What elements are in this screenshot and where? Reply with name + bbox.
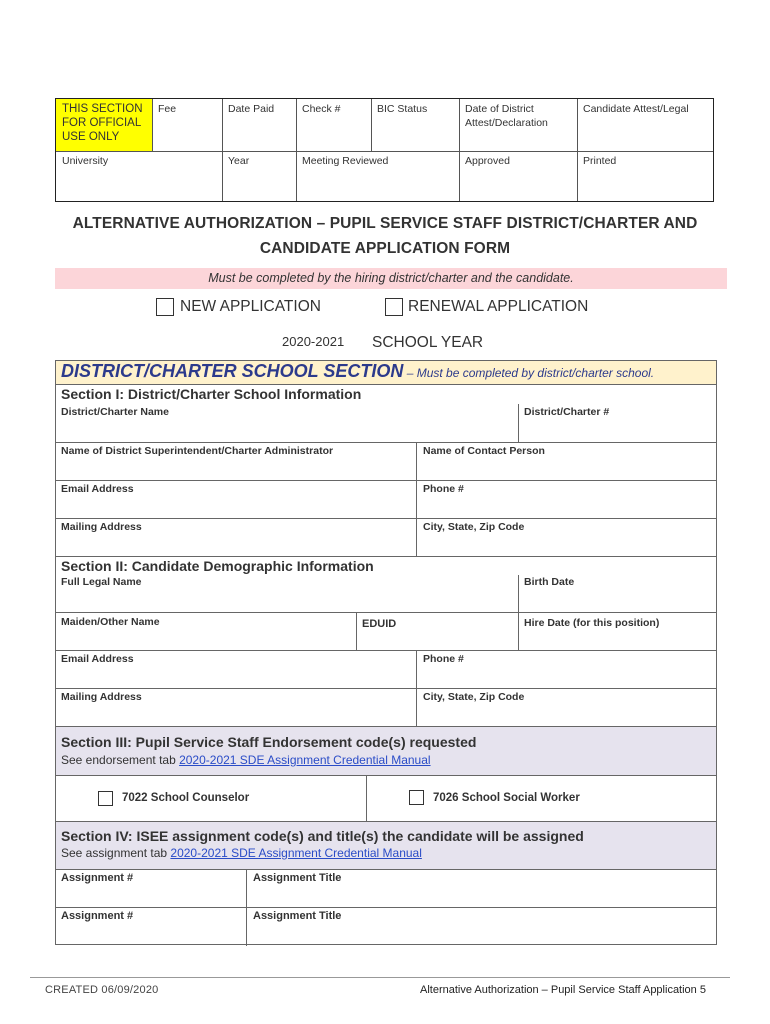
section3-note: See endorsement tab 2020-2021 SDE Assignment Credential Manual: [61, 753, 431, 767]
date-paid-label: Date Paid: [228, 103, 275, 115]
district-number-label[interactable]: District/Charter #: [524, 406, 610, 418]
credential-manual-link[interactable]: 2020-2021 SDE Assignment Credential Manual: [179, 753, 431, 767]
renewal-application-checkbox[interactable]: [385, 298, 403, 316]
new-application-label: NEW APPLICATION: [180, 298, 321, 315]
form-title-line1: ALTERNATIVE AUTHORIZATION – PUPIL SERVICE STAFF DISTRICT/CHARTER AND: [72, 215, 698, 232]
form-subtitle: Must be completed by the hiring district/charter and the candidate.: [55, 268, 727, 289]
check-label: Check #: [302, 103, 341, 115]
section4-note: See assignment tab 2020-2021 SDE Assignment Credential Manual: [61, 846, 422, 860]
hire-date-label[interactable]: Hire Date (for this position): [524, 617, 660, 629]
contact-person-label[interactable]: Name of Contact Person: [423, 445, 545, 457]
eduid-label[interactable]: EDUID: [362, 618, 397, 630]
row-divider: [518, 575, 519, 612]
superintendent-label[interactable]: Name of District Superintendent/Charter Administrator: [61, 445, 334, 457]
school-counselor-label: 7022 School Counselor: [122, 792, 250, 804]
table-divider: [459, 99, 460, 201]
table-divider: [577, 99, 578, 201]
row-divider: [366, 776, 367, 821]
district-phone-label[interactable]: Phone #: [423, 483, 464, 495]
row-divider: [416, 481, 417, 518]
full-name-label[interactable]: Full Legal Name: [61, 576, 142, 588]
approved-label: Approved: [465, 155, 510, 167]
full-name-row: [56, 557, 716, 613]
form-title-line2: CANDIDATE APPLICATION FORM: [259, 240, 511, 257]
maiden-name-row: [56, 613, 716, 651]
footer-divider: [30, 977, 730, 978]
section3-heading: Section III: Pupil Service Staff Endorsement code(s) requested: [61, 734, 477, 750]
section3-header: [56, 727, 716, 776]
table-divider: [56, 151, 713, 152]
section2-heading: Section II: Candidate Demographic Information: [61, 558, 374, 574]
district-name-label[interactable]: District/Charter Name: [61, 406, 169, 418]
candidate-attest-label: Candidate Attest/Legal: [583, 103, 689, 115]
table-divider: [296, 99, 297, 201]
candidate-phone-label[interactable]: Phone #: [423, 653, 464, 665]
table-divider: [371, 99, 372, 151]
row-divider: [416, 443, 417, 480]
printed-label: Printed: [583, 155, 617, 167]
school-social-worker-checkbox[interactable]: [409, 790, 424, 805]
maiden-name-label[interactable]: Maiden/Other Name: [61, 616, 160, 628]
section4-header: [56, 822, 716, 870]
endorsement-options-row: [56, 776, 716, 822]
created-date: CREATED 06/09/2020: [45, 984, 159, 996]
district-section-header: [56, 361, 716, 385]
district-city-label[interactable]: City, State, Zip Code: [423, 521, 525, 533]
candidate-email-row: [56, 651, 716, 689]
assignment-number-label[interactable]: Assignment #: [61, 872, 134, 884]
year-label: Year: [228, 155, 250, 167]
row-divider: [416, 689, 417, 726]
fee-label: Fee: [158, 103, 177, 115]
table-divider: [222, 99, 223, 201]
renewal-application-label: RENEWAL APPLICATION: [408, 298, 589, 315]
row-divider: [518, 613, 519, 650]
application-form: [55, 360, 717, 945]
official-use-table: [55, 98, 714, 202]
university-label: University: [62, 155, 109, 167]
school-year-label: SCHOOL YEAR: [372, 334, 484, 351]
candidate-email-label[interactable]: Email Address: [61, 653, 134, 665]
page-footer: Alternative Authorization – Pupil Service Staff Application 5: [420, 984, 706, 996]
official-use-notice: THIS SECTION FOR OFFICIAL USE ONLY: [56, 99, 152, 151]
district-section-heading: DISTRICT/CHARTER SCHOOL SECTION – Must be completed by district/charter school.: [61, 361, 655, 381]
credential-manual-link[interactable]: 2020-2021 SDE Assignment Credential Manual: [170, 846, 422, 860]
district-name-row: [56, 385, 716, 443]
district-mailing-row: [56, 519, 716, 557]
assignment-title-label[interactable]: Assignment Title: [253, 910, 342, 922]
school-counselor-checkbox[interactable]: [98, 791, 113, 806]
section1-heading: Section I: District/Charter School Information: [61, 386, 362, 402]
row-divider: [356, 613, 357, 650]
row-divider: [246, 870, 247, 907]
candidate-city-label[interactable]: City, State, Zip Code: [423, 691, 525, 703]
school-social-worker-label: 7026 School Social Worker: [433, 792, 580, 804]
district-attest-label: Date of District Attest/Declaration: [465, 103, 548, 129]
bic-status-label: BIC Status: [377, 103, 428, 115]
assignment-row: [56, 908, 716, 946]
table-divider: [152, 99, 153, 151]
section4-heading: Section IV: ISEE assignment code(s) and title(s) the candidate will be assigned: [61, 828, 584, 844]
new-application-checkbox[interactable]: [156, 298, 174, 316]
school-year-value: 2020-2021: [282, 334, 345, 349]
assignment-row: [56, 870, 716, 908]
candidate-mailing-row: [56, 689, 716, 727]
district-section-note: – Must be completed by district/charter school.: [403, 366, 655, 380]
district-email-row: [56, 481, 716, 519]
row-divider: [246, 908, 247, 946]
birth-date-label[interactable]: Birth Date: [524, 576, 575, 588]
superintendent-row: [56, 443, 716, 481]
assignment-number-label[interactable]: Assignment #: [61, 910, 134, 922]
district-mailing-label[interactable]: Mailing Address: [61, 521, 142, 533]
row-divider: [416, 651, 417, 688]
assignment-title-label[interactable]: Assignment Title: [253, 872, 342, 884]
candidate-mailing-label[interactable]: Mailing Address: [61, 691, 142, 703]
meeting-reviewed-label: Meeting Reviewed: [302, 155, 389, 167]
district-email-label[interactable]: Email Address: [61, 483, 134, 495]
row-divider: [416, 519, 417, 556]
row-divider: [518, 404, 519, 442]
